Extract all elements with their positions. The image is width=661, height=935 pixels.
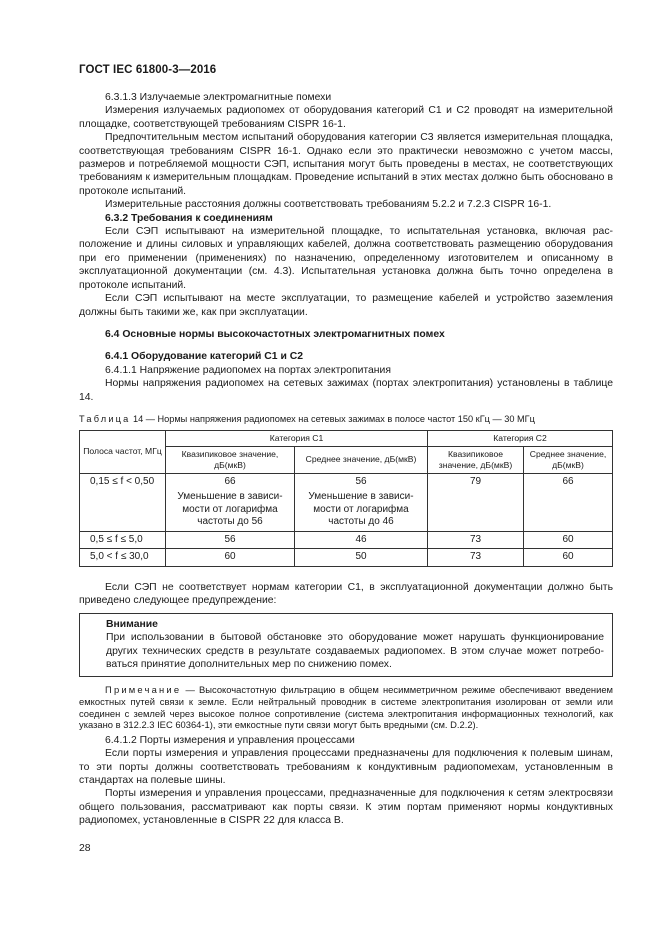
cell-c1-quasipeak [166,473,295,531]
cell-value: 66 [224,475,236,487]
table-caption-text: 14 — Нормы напряжения радиопомех на сетевых зажимах в полосе частот 150 кГц — 30 МГц [133,413,535,424]
table-row [80,531,613,549]
cell-c1-average: 46 [295,531,428,549]
section-6-3-1-3-title: 6.3.1.3 Излучаемые электромагнитные помехи [105,92,332,103]
cell-c1-average: 50 [295,549,428,567]
note-label: Примечание [105,684,182,696]
table-row [80,473,613,531]
paragraph: Порты измерения и управления процессами, предназначенные для подключения к сетям электросвязи общего пользования, рассматривают как порты связи. К этим портам применяют нормы кондуктивных радиопомех, установленные в CISPR 22 для класса B. [79,788,613,827]
header-c2-quasipeak: Квазипиковое значение, дБ(мкВ) [428,446,524,473]
section-6-4-title: 6.4 Основные нормы высокочастотных электромагнитных помех [105,328,445,340]
cell-band: 5,0 < f ≤ 30,0 [80,549,166,567]
paragraph: Предпочтительным местом испытаний оборудования категории C3 является измерительная площадка, соответствующая требованиям CISPR 16-1. Однако если это практически невозможно с учетом массы, размеров и потребляемой мощности СЭП, испытания могут быть проведены в местах, не соответствующих требованиям к измерительным площадкам. Проведение испытаний в этих местах должно быть обосновано в протоколе испытаний. [79,132,613,197]
header-c1-average: Среднее значение, дБ(мкВ) [295,446,428,473]
page-number: 28 [79,843,91,854]
paragraph: Измерения излучаемых радиопомех от оборудования категорий C1 и C2 проводят на измерительной площадке, соответствующей требованиям CISPR 16-1. [79,105,613,130]
cell-band: 0,5 ≤ f ≤ 5,0 [80,531,166,549]
note [79,684,613,730]
header-c1-quasipeak: Квазипиковое значение, дБ(мкВ) [166,446,295,473]
paragraph: Измерительные расстояния должны соответствовать требованиям 5.2.2 и 7.2.3 CISPR 16-1. [105,199,552,211]
cell-c1-average [295,473,428,531]
cell-c2-quasipeak: 73 [428,531,524,549]
cell-note: Уменьшение в зависимости от логарифма частоты до 56 [177,491,283,528]
standard-header: ГОСТ IEC 61800-3—2016 [79,64,217,76]
section-6-4-1-2-title: 6.4.1.2 Порты измерения и управления процессами [105,734,355,746]
limits-table [79,430,613,567]
warning-title: Внимание [106,618,158,630]
cell-c1-quasipeak: 56 [166,531,295,549]
header-c2-average: Среднее значение, дБ(мкВ) [524,446,613,473]
table-caption [79,413,613,425]
section-6-4-1-1-title: 6.4.1.1 Напряжение радиопомех на портах электропитания [105,364,391,376]
page-body [79,91,613,828]
cell-c2-average: 66 [524,473,613,531]
paragraph: Если СЭП не соответствует нормам категории C1, в эксплуатационной документации должно быть приведено следующее предупреждение: [79,581,613,607]
cell-c2-average: 60 [524,531,613,549]
cell-value: 56 [355,475,367,487]
note-text: — Высокочастотную фильтрацию в общем несимметричном режиме обеспечивают введением емкостных путей связи к земле. Если нейтральный проводник в системе электропитания изолирован от земли или соединен с землей через высокое полное сопротивление (система электропитания информационных технологий, как указано в 312.2.3 IEC 60364-1), эти емкостные пути связи могут быть вредными (см. D.2.2). [79,684,613,731]
table-caption-label: Таблица [79,413,131,424]
section-6-3-2-title: 6.3.2 Требования к соединениям [105,212,273,224]
cell-c2-quasipeak: 73 [428,549,524,567]
cell-c2-average: 60 [524,549,613,567]
cell-c2-quasipeak: 79 [428,473,524,531]
paragraph: Если СЭП испытывают на измерительной площадке, то испытательная установка, включая расположение и длины силовых и управляющих кабелей, должна соответствовать размещению оборудования при его применении (применениях) по назначению, определенному изготовителем и описанному в эксплуатационной документации (см. 4.3). Испытательная установка должна быть точно определена в протоколе испытаний. [79,226,613,291]
paragraph: Если СЭП испытывают на месте эксплуатации, то размещение кабелей и устройство заземления должны быть такими же, как при эксплуатации. [79,293,613,318]
section-6-4-1-title: 6.4.1 Оборудование категорий C1 и C2 [105,351,303,363]
paragraph: Если порты измерения и управления процессами предназначены для подключения к полевым шинам, то эти порты должны соответствовать требованиям к кондуктивным радиопомехам, установленным в стандартах на полевые шины. [79,748,613,786]
table-row [80,549,613,567]
header-category-c2: Категория C2 [428,430,613,446]
header-band: Полоса частот, МГц [80,430,166,473]
header-category-c1: Категория C1 [166,430,428,446]
warning-box [79,613,613,678]
cell-c1-quasipeak: 60 [166,549,295,567]
paragraph: Нормы напряжения радиопомех на сетевых зажимах (портах электропитания) установлены в таблице 14. [79,378,613,403]
warning-text: При использовании в бытовой обстановке это оборудование может нарушать функционирование других технических средств в результате создаваемых радиопомех. В этом случае может потребоваться принятие дополнительных мер по снижению помех. [106,632,604,670]
cell-note: Уменьшение в зависимости от логарифма частоты до 46 [308,491,414,528]
cell-band: 0,15 ≤ f < 0,50 [80,473,166,531]
